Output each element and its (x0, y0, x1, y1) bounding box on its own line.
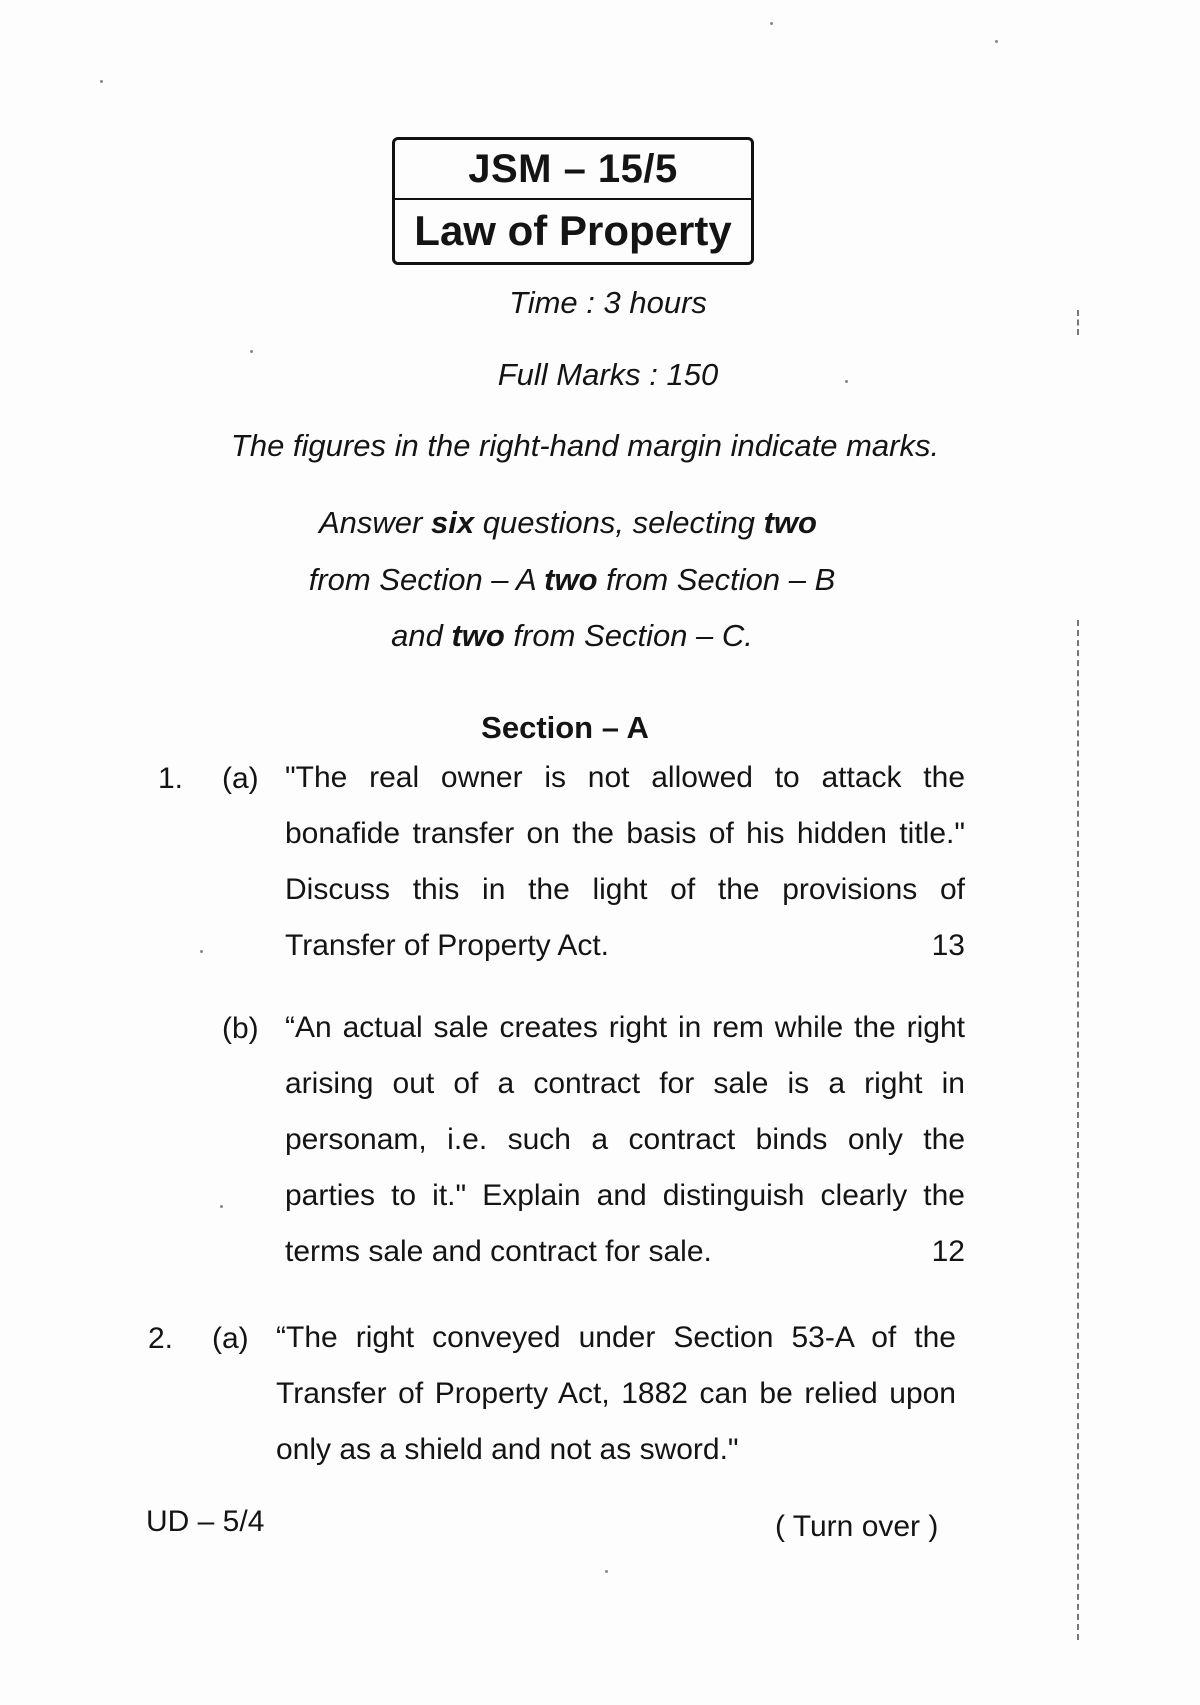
scan-speck (220, 1205, 223, 1208)
instructions-line-3: and two from Section – C. (391, 618, 753, 653)
question-2a-text (276, 1310, 956, 1478)
scan-speck (250, 350, 253, 353)
instructions-line-2: from Section – A two from Section – B (308, 562, 836, 597)
paper-subject: Law of Property (414, 207, 732, 254)
footer-code: UD – 5/4 (146, 1505, 265, 1538)
exam-time: Time : 3 hours (509, 285, 707, 320)
question-1a-body: "The real owner is not allowed to attack the bonafide transfer on the basis of his hidden title." Discuss this in the light of the provisions of Transfer of Property Act. (285, 761, 965, 962)
question-1a-marks: 13 (931, 929, 965, 962)
scan-margin-line (1077, 620, 1079, 1640)
question-1b-body: “An actual sale creates right in rem while the right arising out of a contract for sale is a right in personam, i.e. such a contract binds only the parties to it." Explain and distinguish clearly the terms sale and contract for sale. (285, 1011, 965, 1268)
scan-speck (200, 950, 203, 953)
question-1b-marks: 12 (931, 1235, 965, 1268)
question-1b-text (285, 1000, 965, 1280)
scan-speck (770, 22, 773, 25)
turn-over: ( Turn over ) (775, 1510, 939, 1543)
section-a-heading: Section – A (481, 710, 649, 745)
scan-speck (845, 380, 848, 383)
question-1a-text (285, 750, 965, 974)
margin-note: The figures in the right-hand margin indicate marks. (230, 428, 940, 463)
scan-margin-line (1077, 310, 1079, 335)
question-2a-label: (a) (212, 1322, 249, 1355)
paper-code: JSM – 15/5 (395, 140, 751, 200)
scan-speck (605, 1570, 608, 1573)
question-2a-body: “The right conveyed under Section 53-A of the Transfer of Property Act, 1882 can be relied upon only as a shield and not as sword." (276, 1321, 956, 1466)
scan-speck (995, 40, 998, 43)
question-1-number: 1. (158, 762, 184, 795)
instructions-line-1: Answer six questions, selecting two (319, 505, 817, 540)
question-1b-label: (b) (222, 1012, 259, 1045)
question-2-number: 2. (148, 1322, 174, 1355)
full-marks: Full Marks : 150 (497, 357, 719, 392)
scan-speck (100, 80, 103, 83)
title-box (392, 137, 754, 265)
question-1a-label: (a) (222, 762, 259, 795)
